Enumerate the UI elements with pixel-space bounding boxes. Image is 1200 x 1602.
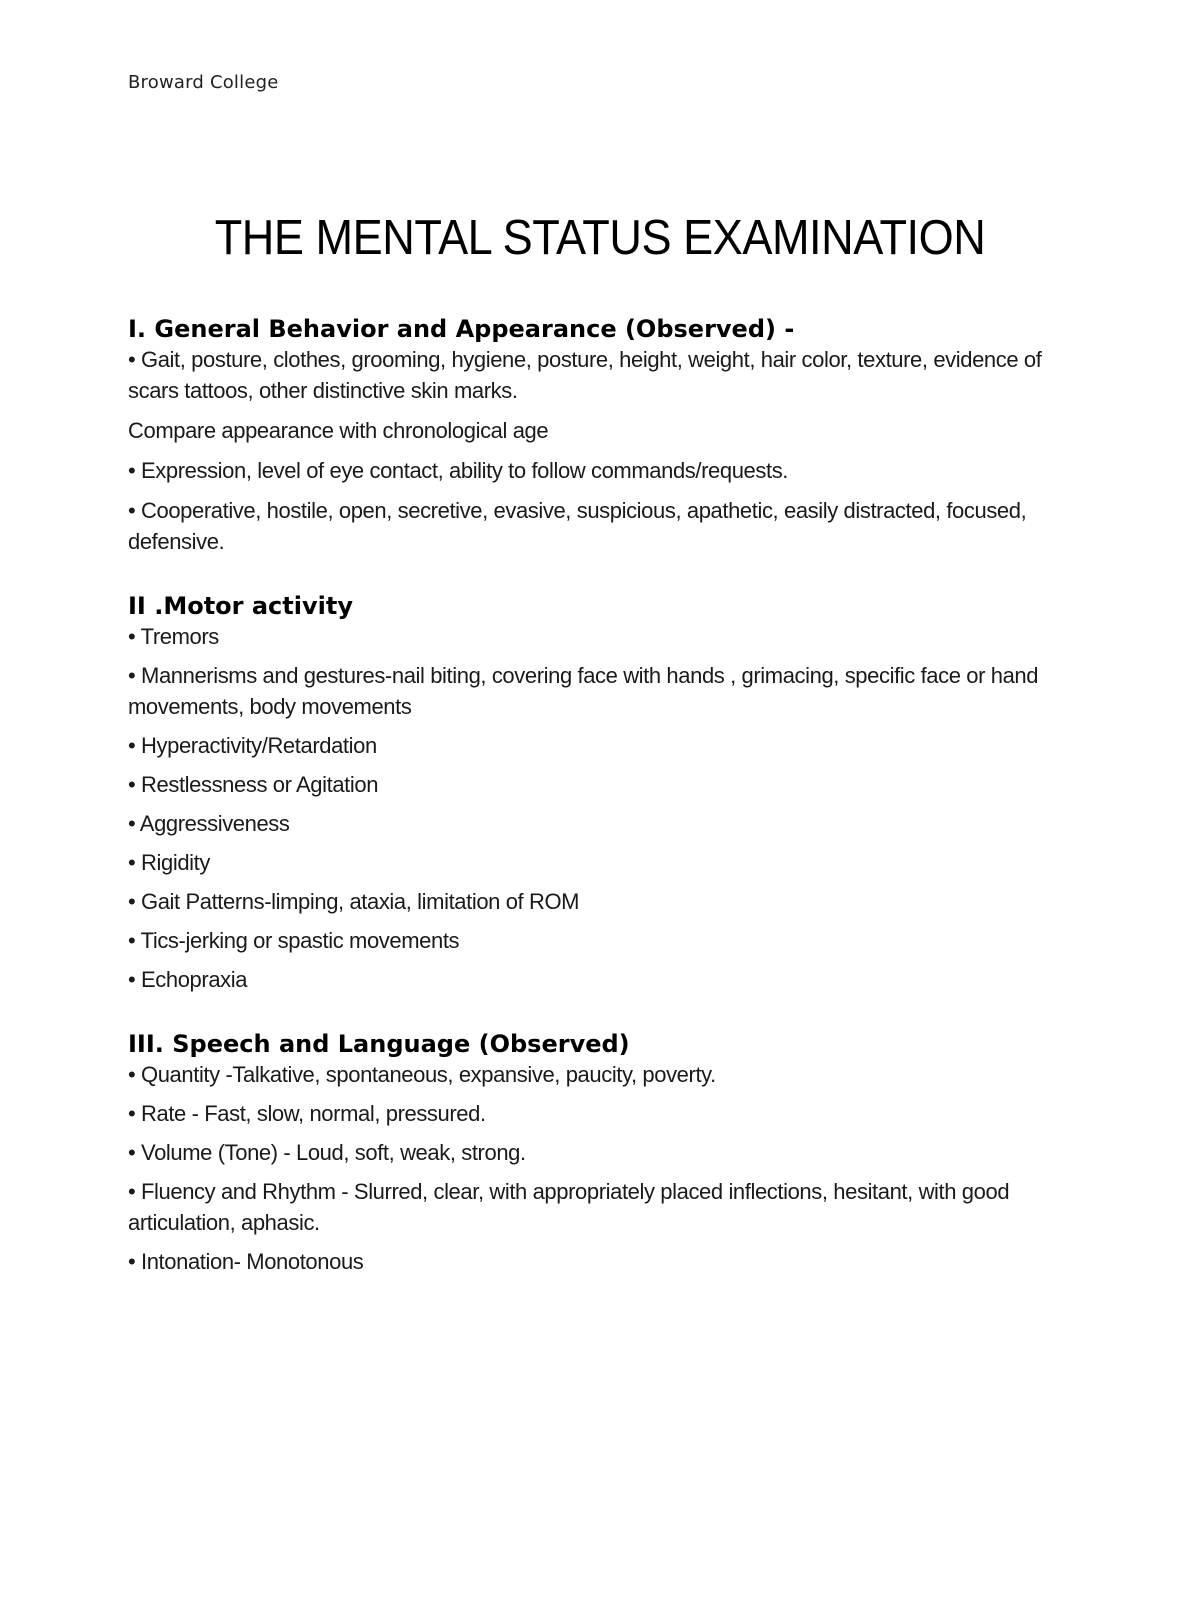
list-item: • Quantity -Talkative, spontaneous, expansive, paucity, poverty.	[128, 1062, 716, 1087]
section-general-behavior	[128, 314, 1088, 557]
list-item: • Gait Patterns-limping, ataxia, limitation of ROM	[128, 889, 580, 914]
section-heading: I. General Behavior and Appearance (Observed) -	[128, 315, 795, 343]
list-item: • Hyperactivity/Retardation	[128, 733, 377, 758]
section-speech-language	[128, 1029, 1088, 1277]
list-item: • Rate - Fast, slow, normal, pressured.	[128, 1101, 486, 1126]
list-item: • Intonation- Monotonous	[128, 1249, 364, 1274]
list-item: • Volume (Tone) - Loud, soft, weak, strong.	[128, 1140, 526, 1165]
list-item: • Restlessness or Agitation	[128, 772, 379, 797]
list-item: • Cooperative, hostile, open, secretive, evasive, suspicious, apathetic, easily distracted, focused, defensive.	[128, 498, 1027, 554]
list-item: • Tremors	[128, 624, 219, 649]
list-item: • Mannerisms and gestures-nail biting, covering face with hands , grimacing, specific face or hand movements, body movements	[128, 663, 1039, 719]
list-item: • Echopraxia	[128, 967, 248, 992]
institution-header: Broward College	[128, 72, 279, 93]
section-heading: III. Speech and Language (Observed)	[128, 1030, 630, 1058]
list-item: • Fluency and Rhythm - Slurred, clear, with appropriately placed inflections, hesitant, with good articulation, aphasic.	[128, 1179, 1010, 1235]
list-item: • Gait, posture, clothes, grooming, hygiene, posture, height, weight, hair color, texture, evidence of scars tattoos, other distinctive skin marks.	[128, 347, 1042, 403]
section-heading: II .Motor activity	[128, 592, 353, 620]
list-item: • Tics-jerking or spastic movements	[128, 928, 460, 953]
document-body	[128, 314, 1088, 1277]
list-item: • Aggressiveness	[128, 811, 290, 836]
list-item: • Rigidity	[128, 850, 210, 875]
list-item: • Expression, level of eye contact, ability to follow commands/requests.	[128, 458, 789, 483]
document-title: THE MENTAL STATUS EXAMINATION	[214, 211, 986, 265]
section-motor-activity	[128, 591, 1088, 995]
list-item: Compare appearance with chronological age	[128, 418, 549, 443]
